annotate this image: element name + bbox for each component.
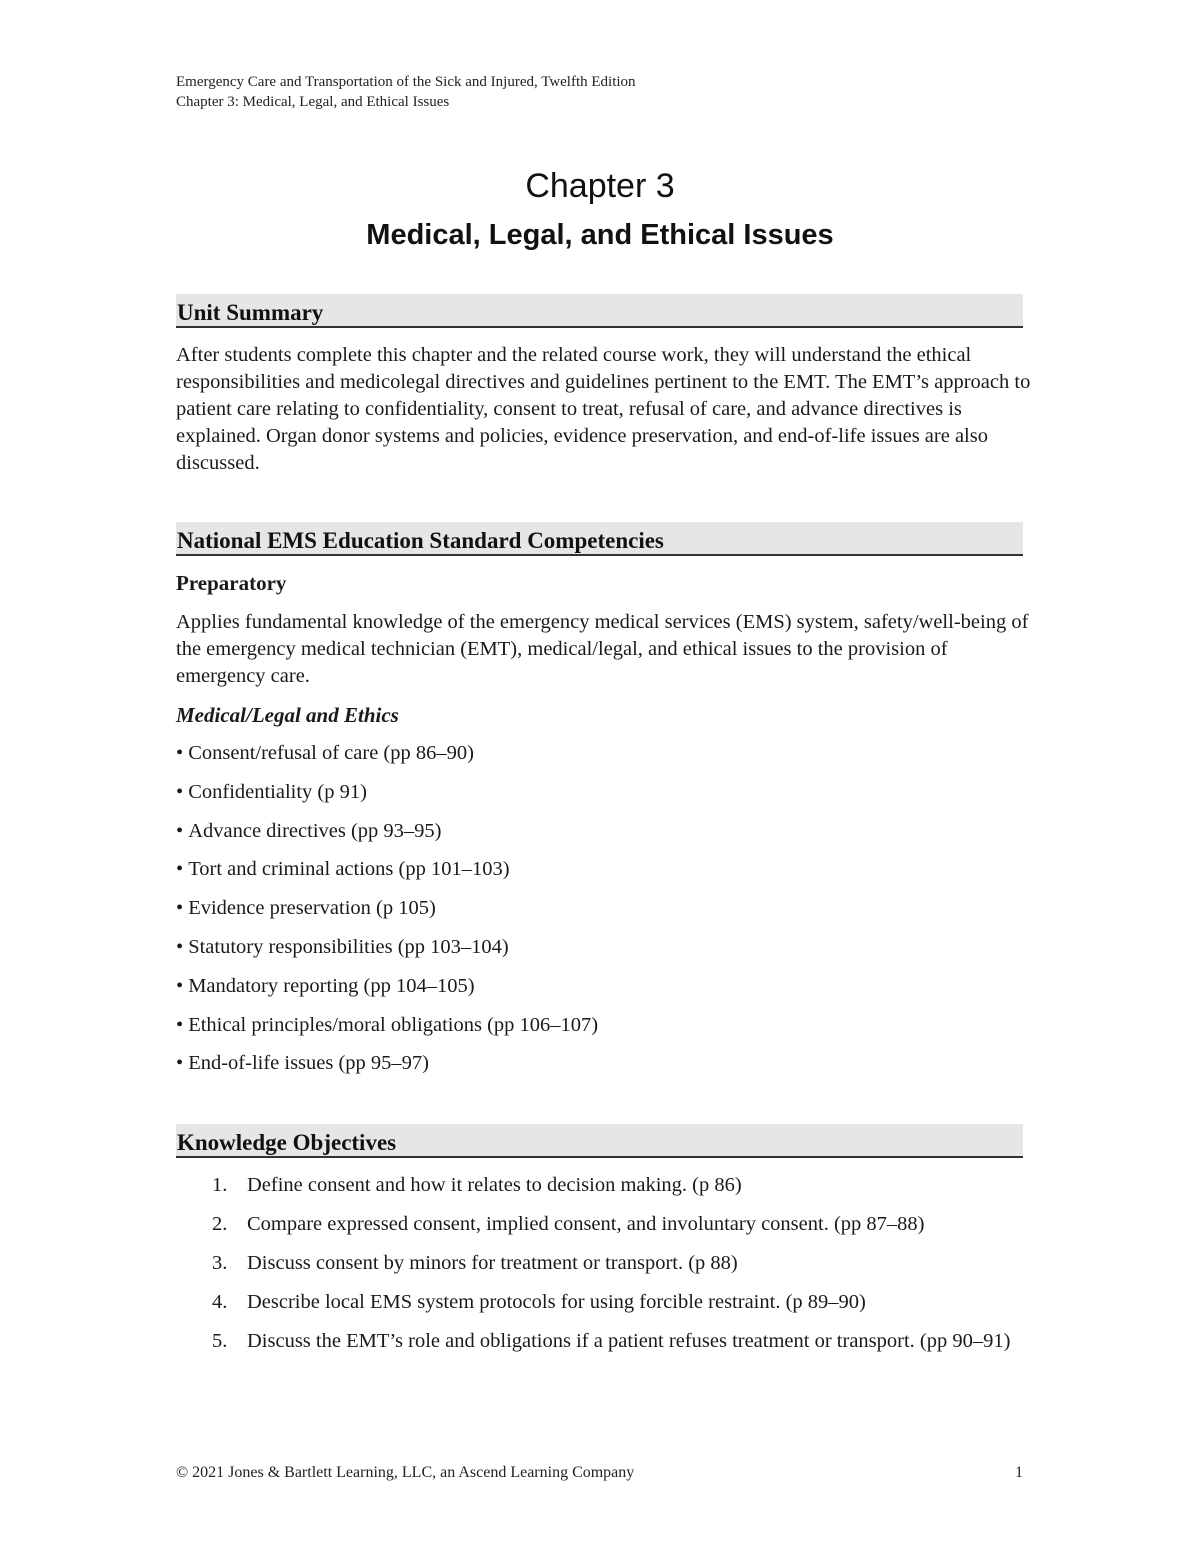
preparatory-subheading: Preparatory (176, 571, 287, 595)
list-item-text: Evidence preservation (p 105) (188, 897, 436, 920)
running-header (176, 72, 636, 112)
list-item-text: Discuss consent by minors for treatment or transport. (p 88) (247, 1252, 738, 1274)
list-item-text: Describe local EMS system protocols for using forcible restraint. (p 89–90) (247, 1291, 866, 1313)
list-item (176, 1289, 1036, 1316)
list-item-text: End-of-life issues (pp 95–97) (188, 1052, 430, 1075)
list-item-number: 5. (212, 1330, 228, 1352)
list-item-text: Confidentiality (p 91) (188, 780, 367, 803)
header-chapter-line: Chapter 3: Medical, Legal, and Ethical Issues (176, 94, 450, 110)
bullet-icon: • (176, 1013, 184, 1036)
list-item-text: Mandatory reporting (pp 104–105) (188, 974, 475, 997)
chapter-subtitle: Medical, Legal, and Ethical Issues (366, 219, 834, 251)
unit-summary-heading: Unit Summary (176, 294, 1023, 328)
knowledge-objectives-heading: Knowledge Objectives (176, 1124, 1023, 1158)
list-item (176, 1172, 1036, 1199)
bullet-icon: • (176, 819, 184, 842)
bullet-icon: • (176, 780, 184, 803)
list-item (176, 779, 598, 818)
header-book-title: Emergency Care and Transportation of the Sick and Injured, Twelfth Edition (176, 74, 636, 90)
list-item-text: Advance directives (pp 93–95) (188, 819, 442, 842)
list-item-text: Compare expressed consent, implied consent, and involuntary consent. (pp 87–88) (247, 1213, 925, 1235)
bullet-icon: • (176, 974, 184, 997)
list-item-number: 2. (212, 1213, 228, 1235)
list-item (176, 895, 598, 934)
bullet-icon: • (176, 742, 184, 764)
list-item-text: Consent/refusal of care (pp 86–90) (188, 742, 474, 764)
list-item (176, 1211, 1036, 1238)
chapter-title: Chapter 3 (525, 167, 675, 205)
list-item-text: Tort and criminal actions (pp 101–103) (188, 858, 510, 881)
list-item (176, 1050, 598, 1089)
page-number: 1 (1015, 1464, 1023, 1481)
list-item (176, 856, 598, 895)
footer-copyright: © 2021 Jones & Bartlett Learning, LLC, an Ascend Learning Company (176, 1464, 635, 1481)
bullet-icon: • (176, 935, 184, 958)
list-item (176, 1328, 1036, 1355)
page-footer (176, 1462, 1023, 1484)
competencies-text: Applies fundamental knowledge of the emergency medical services (EMS) system, safety/well-being of the emergency medical technician (EMT), medical/legal, and ethical issues to the provision of emergency care. (176, 611, 1029, 687)
list-item (176, 740, 598, 779)
competencies-heading: National EMS Education Standard Competencies (176, 522, 1023, 556)
competency-list (176, 740, 598, 1089)
list-item-number: 1. (212, 1174, 228, 1196)
list-item-text: Statutory responsibilities (pp 103–104) (188, 935, 509, 958)
list-item-text: Discuss the EMT’s role and obligations if a patient refuses treatment or transport. (pp 90–91) (247, 1330, 1011, 1352)
unit-summary-text: After students complete this chapter and the related course work, they will understand the ethical responsibilities and medicolegal directives and guidelines pertinent to the EMT. The EMT’s approach to patient care relating to confidentiality, consent to treat, refusal of care, and advance directives is explained. Organ donor systems and policies, evidence preservation, and end-of-life issues are also discussed. (176, 344, 1031, 474)
knowledge-objectives-list (176, 1172, 1036, 1367)
bullet-icon: • (176, 897, 184, 920)
list-item (176, 973, 598, 1012)
bullet-icon: • (176, 1052, 184, 1075)
list-item-number: 3. (212, 1252, 228, 1274)
list-item (176, 934, 598, 973)
title-block (0, 164, 1200, 254)
list-item (176, 818, 598, 857)
medical-legal-ethics-subheading: Medical/Legal and Ethics (176, 703, 399, 727)
bullet-icon: • (176, 858, 184, 881)
list-item-text: Ethical principles/moral obligations (pp 106–107) (188, 1013, 599, 1036)
list-item (176, 1250, 1036, 1277)
list-item-text: Define consent and how it relates to decision making. (p 86) (247, 1174, 742, 1196)
list-item (176, 1012, 598, 1051)
list-item-number: 4. (212, 1291, 228, 1313)
